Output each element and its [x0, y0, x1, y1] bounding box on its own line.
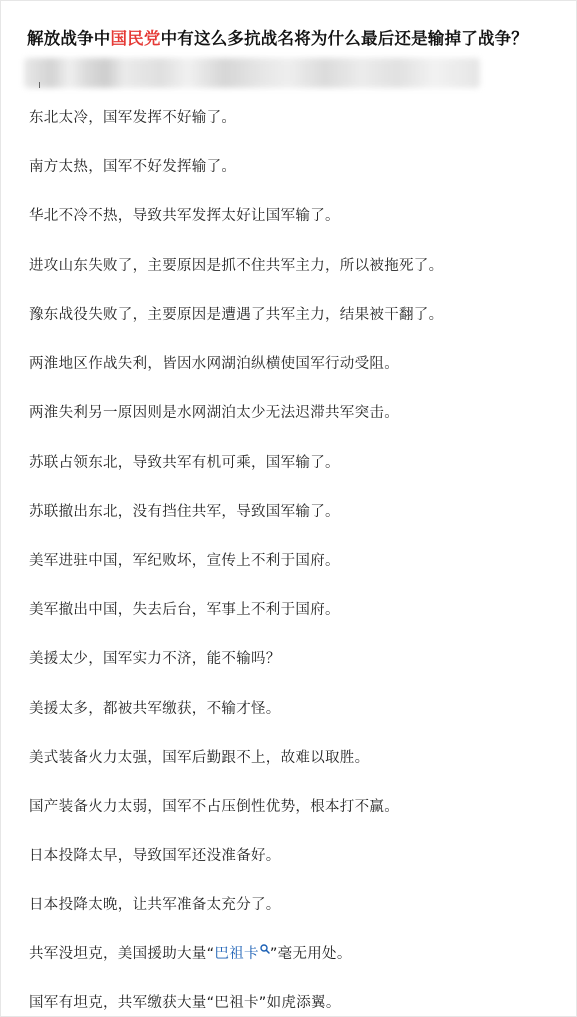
paragraph: 苏联占领东北，导致共军有机可乘，国军输了。 [29, 455, 340, 471]
page-title [27, 25, 528, 49]
title-suffix: 中有这么多抗战名将为什么最后还是输掉了战争？ [160, 29, 529, 48]
paragraph-text: 共军没坦克，美国援助大量“ [29, 946, 215, 962]
paragraph: 华北不冷不热，导致共军发挥太好让国军输了。 [29, 208, 340, 224]
title-highlight-link[interactable]: 国民党 [110, 29, 161, 48]
paragraph: 美军撤出中国，失去后台，军事上不利于国府。 [29, 602, 340, 618]
paragraph: 国产装备火力太弱，国军不占压倒性优势，根本打不赢。 [29, 799, 399, 815]
paragraph: 美援太少，国军实力不济，能不输吗？ [29, 651, 281, 667]
blurred-mark [39, 82, 40, 88]
paragraph: 美军进驻中国，军纪败坏，宣传上不利于国府。 [29, 553, 340, 569]
paragraph: 美援太多，都被共军缴获，不输才怪。 [29, 701, 281, 717]
paragraph [29, 942, 352, 963]
paragraph: 国军有坦克，共军缴获大量“巴祖卡”如虎添翼。 [29, 995, 341, 1011]
paragraph: 两淮地区作战失利，皆因水网湖泊纵横使国军行动受阻。 [29, 356, 399, 372]
title-prefix: 解放战争中 [27, 29, 111, 48]
paragraph: 进攻山东失败了，主要原因是抓不住共军主力，所以被拖死了。 [29, 258, 444, 274]
paragraph: 日本投降太早，导致国军还没准备好。 [29, 848, 281, 864]
search-keyword-link[interactable] [214, 946, 269, 962]
paragraph-text: ”毫无用处。 [269, 946, 352, 962]
blurred-author-info [24, 58, 480, 88]
paragraph: 豫东战役失败了，主要原因是遭遇了共军主力，结果被干翻了。 [29, 307, 444, 323]
paragraph: 苏联撤出东北，没有挡住共军，导致国军输了。 [29, 504, 340, 520]
paragraph: 东北太冷，国军发挥不好输了。 [29, 110, 237, 126]
search-icon [260, 944, 270, 954]
paragraph: 日本投降太晚，让共军准备太充分了。 [29, 897, 281, 913]
paragraph: 美式装备火力太强，国军后勤跟不上，故难以取胜。 [29, 750, 370, 766]
search-keyword-label: 巴祖卡 [214, 946, 259, 962]
paragraph: 南方太热，国军不好发挥输了。 [29, 159, 237, 175]
paragraph: 两淮失利另一原因则是水网湖泊太少无法迟滞共军突击。 [29, 405, 399, 421]
